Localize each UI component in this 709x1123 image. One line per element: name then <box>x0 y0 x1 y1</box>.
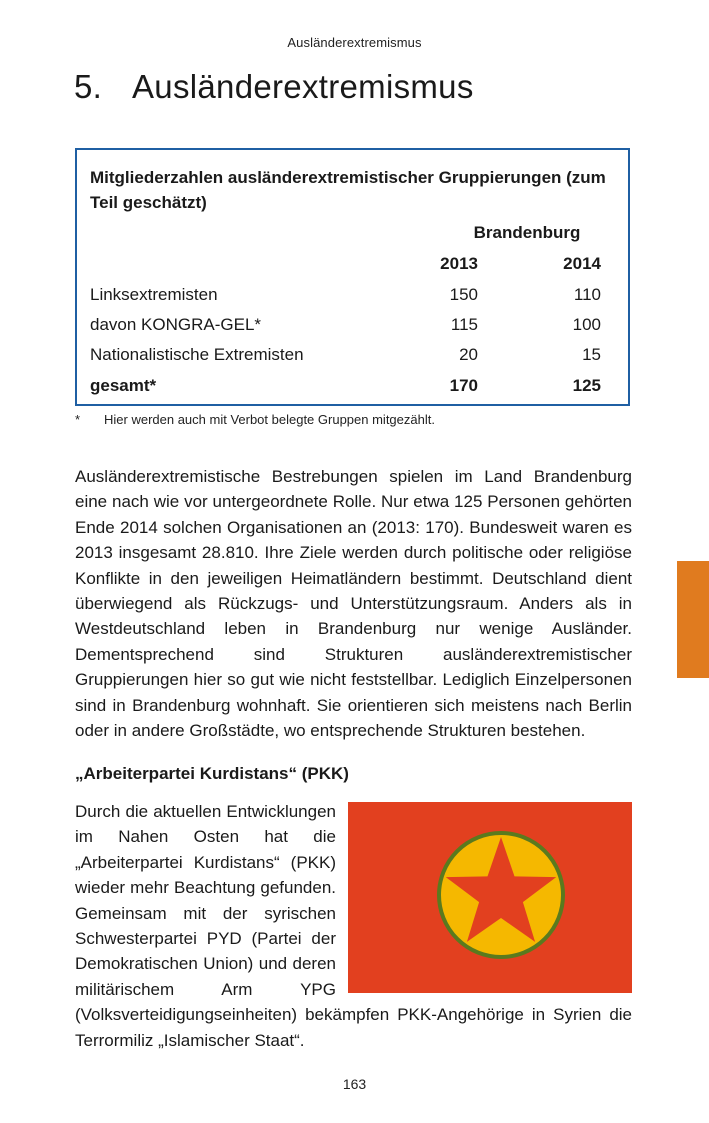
running-header: Ausländerextremismus <box>287 35 422 50</box>
cell-2014: 125 <box>572 376 601 395</box>
cell-2013: 170 <box>449 376 478 395</box>
chapter-title-text: Ausländerextremismus <box>132 68 474 105</box>
footnote-text: Hier werden auch mit Verbot belegte Gruppen mitgezählt. <box>104 412 435 427</box>
chapter-number: 5. <box>74 68 103 105</box>
footnote-mark: * <box>75 412 81 427</box>
page-number: 163 <box>342 1076 367 1092</box>
chapter-title <box>74 68 474 106</box>
stats-table-title: Mitgliederzahlen ausländerextremistischer Gruppierungen (zum Teil geschätzt) <box>90 168 606 212</box>
pkk-paragraph: Durch die aktuellen Entwicklungen im Nahen Osten hat die „Arbeiterpartei Kurdistans“ (PKK) wieder mehr Beachtung gefunden. Gemeinsam mit der syrischen Schwesterpartei PYD (Partei der Demokratischen Union) und deren militärischem Arm YPG (Volksverteidigungseinheiten) bekämpfen PKK-Angehörige in Syrien die Terrormiliz „Islamischer Staat“. <box>75 802 632 1050</box>
year-header-2014: 2014 <box>563 254 601 273</box>
row-label: gesamt* <box>90 376 157 395</box>
pkk-flag-image <box>348 802 632 993</box>
table-footnote <box>75 412 435 427</box>
table-row <box>90 345 620 369</box>
intro-paragraph: Ausländerextremistische Bestrebungen spielen im Land Brandenburg eine nach wie vor untergeordnete Rolle. Nur etwa 125 Personen gehörten Ende 2014 solchen Organisationen an (2013: 170). Bundesweit waren es 2013 insgesamt 28.810. Ihre Ziele werden durch politische oder religiöse Konflikte in den jeweiligen Heimatländern bestimmt. Deutschland dient überwiegend als Rückzugs- und Unterstützungsraum. Anders als in Westdeutschland leben in Brandenburg nur wenige Ausländer. Dementsprechend sind Strukturen ausländerextremistischer Gruppierungen hier so gut wie nicht feststellbar. Lediglich Einzelpersonen sind in Brandenburg wohnhaft. Sie orientieren sich meistens nach Berlin oder in andere Großstädte, wo entsprechende Strukturen bestehen. <box>75 467 632 741</box>
table-row <box>90 285 620 309</box>
row-label: davon KONGRA-GEL* <box>90 315 262 334</box>
cell-2013: 115 <box>450 315 478 334</box>
row-label: Nationalistische Extremisten <box>90 345 304 364</box>
cell-2013: 150 <box>449 285 478 304</box>
cell-2014: 110 <box>573 285 601 304</box>
table-row-total <box>90 376 620 400</box>
year-header-2013: 2013 <box>440 254 478 273</box>
table-row <box>90 315 620 339</box>
cell-2013: 20 <box>459 345 478 364</box>
cell-2014: 15 <box>582 345 601 364</box>
section-heading-pkk: „Arbeiterpartei Kurdistans“ (PKK) <box>75 764 349 783</box>
membership-stats-box <box>75 148 630 406</box>
pkk-section-body <box>75 799 632 1053</box>
region-header: Brandenburg <box>473 223 581 242</box>
chapter-side-tab <box>677 561 709 678</box>
cell-2014: 100 <box>572 315 601 334</box>
row-label: Linksextremisten <box>90 285 218 304</box>
